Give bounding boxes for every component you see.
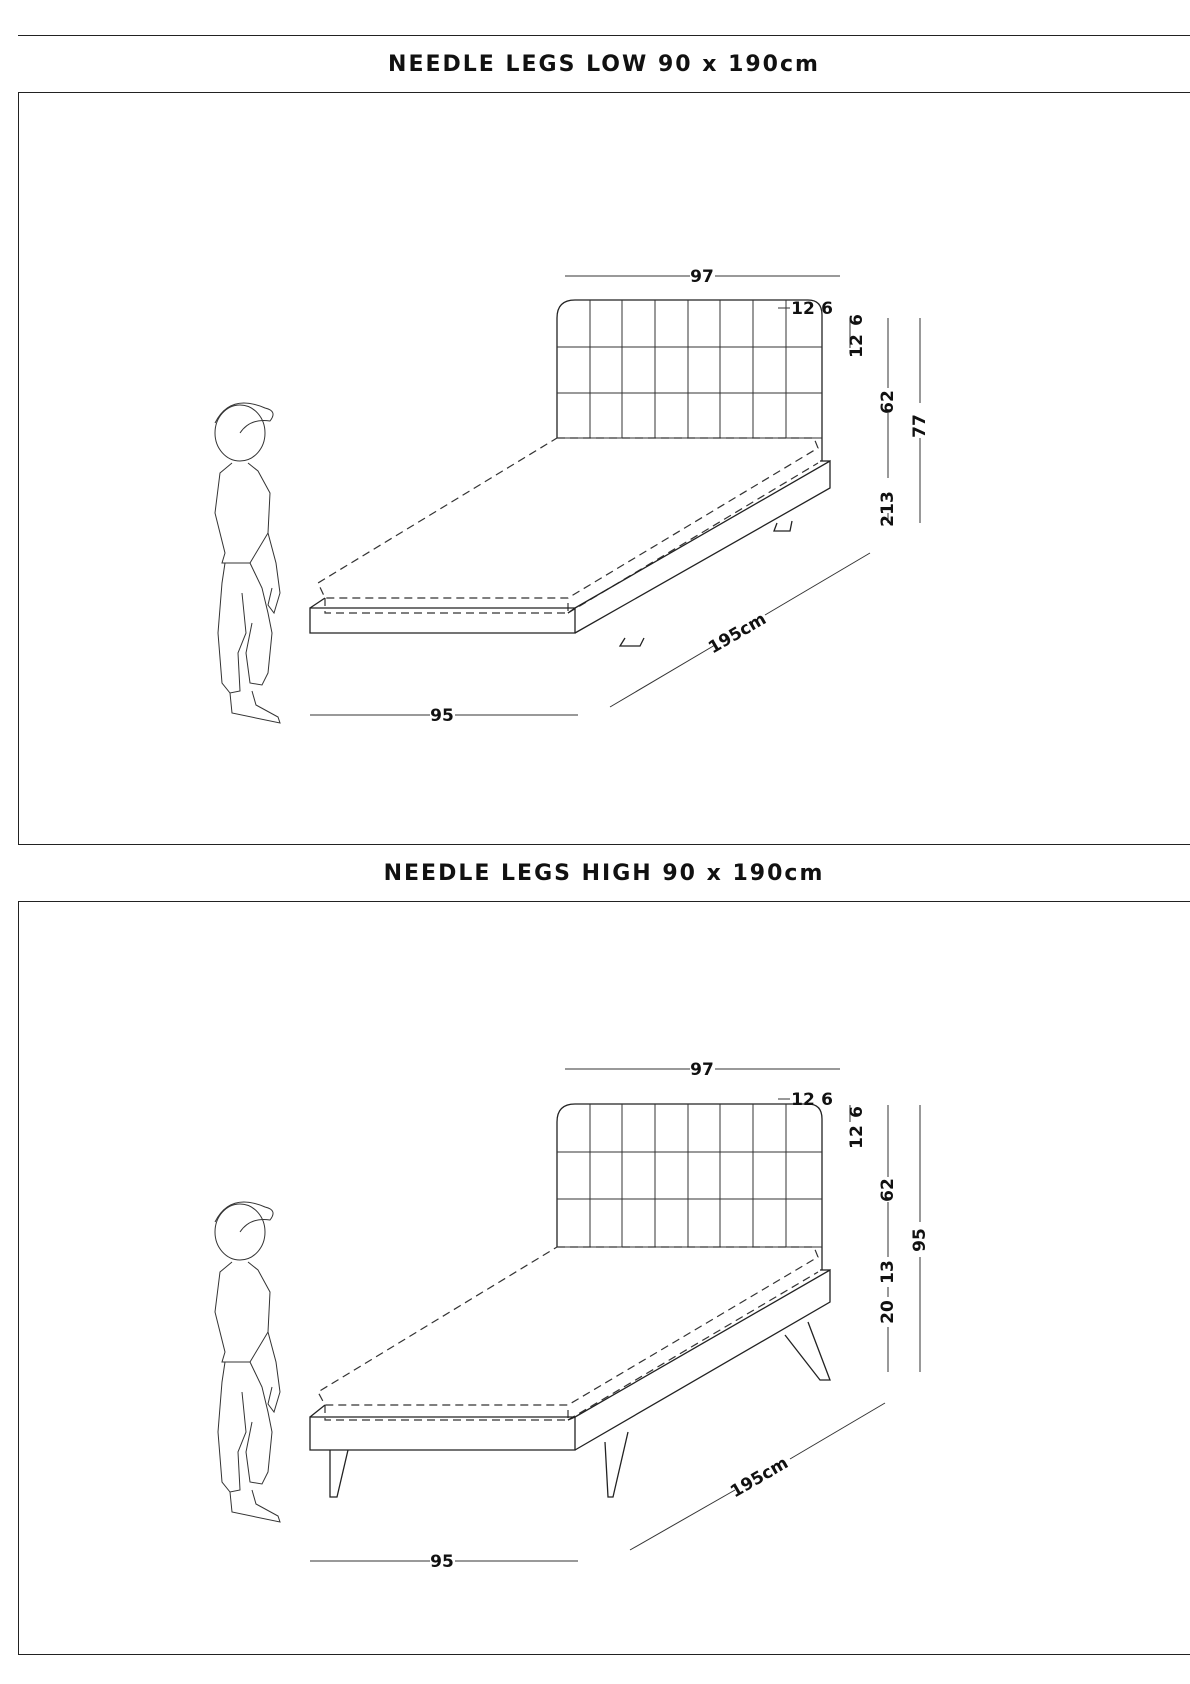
dim-headboard-width: 97 — [690, 267, 714, 287]
section-title-high: NEEDLE LEGS HIGH 90 x 190cm — [383, 860, 825, 886]
dim-length: 195cm — [705, 609, 770, 659]
dim-vertical-top-a: 12 — [847, 1125, 867, 1149]
dim-width: 95 — [430, 1552, 454, 1572]
headboard — [557, 1104, 822, 1247]
bed-frame — [310, 438, 830, 633]
child-figure-icon — [215, 1202, 280, 1522]
dim-panel-small-b: 6 — [821, 1090, 833, 1110]
dim-panel-small-b: 6 — [821, 299, 833, 319]
child-figure-icon — [215, 403, 280, 723]
section-title-bar-low — [18, 35, 1190, 93]
dim-vertical-top-b: 6 — [847, 314, 867, 326]
bed-diagram-high — [0, 902, 1190, 1655]
dim-headboard-width: 97 — [690, 1060, 714, 1080]
dim-frame-height: 13 — [878, 491, 898, 515]
dim-headboard-height: 62 — [878, 390, 898, 414]
section-title-bar-high — [18, 844, 1190, 902]
dim-panel-small-a: 12 — [791, 299, 815, 319]
dim-frame-height: 13 — [878, 1260, 898, 1284]
mattress — [318, 438, 818, 613]
section-title-low: NEEDLE LEGS LOW 90 x 190cm — [388, 51, 820, 77]
bed-diagram-low — [0, 93, 1190, 844]
mattress — [318, 1247, 818, 1420]
dim-length: 195cm — [727, 1453, 792, 1503]
dim-vertical-top-a: 12 — [847, 334, 867, 358]
dim-panel-small-a: 12 — [791, 1090, 815, 1110]
dim-total-height: 95 — [910, 1228, 930, 1252]
dim-total-height: 77 — [910, 414, 930, 438]
dimension-lines — [310, 276, 920, 715]
dim-width: 95 — [430, 706, 454, 726]
dim-leg-height: 2 — [878, 515, 898, 527]
dim-leg-height: 20 — [878, 1300, 898, 1324]
dim-headboard-height: 62 — [878, 1178, 898, 1202]
headboard — [557, 300, 822, 438]
dim-vertical-top-b: 6 — [847, 1106, 867, 1118]
